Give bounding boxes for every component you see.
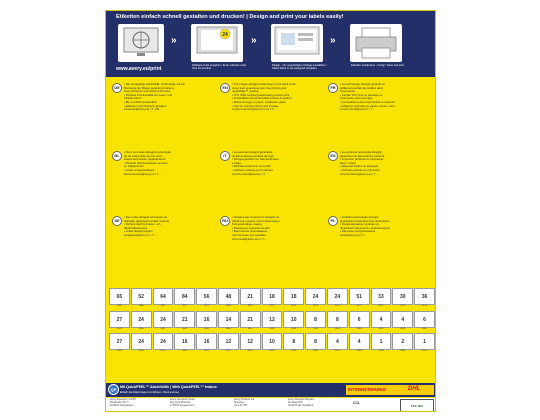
product-code: 3426: [313, 350, 318, 353]
lang-badge: NL: [112, 151, 122, 161]
lang-text: • Die einzigartige QuickPEEL Technologie auf der Rückseite der Bögen garantiert problem- loses Abziehen und sicheres Drucken • Perfekte Druckqualität auf Laser- und Inkjetdruckern • Bis zu 100% verwendbar • Etiketten nach Wunsch gestalten kostenlos@avery.de | T: +49 ...: [124, 82, 186, 112]
label-count: 16: [196, 333, 217, 350]
product-item: [283, 288, 304, 308]
design-monitor-icon: [271, 24, 323, 62]
label-count: 4: [327, 333, 348, 350]
label-count: 24: [131, 311, 152, 328]
lang-block-es: [328, 150, 432, 176]
label-count: 21: [174, 311, 195, 328]
product-item: [196, 288, 217, 308]
product-code: 3478: [378, 350, 384, 353]
label-count: 21: [240, 311, 261, 328]
label-count: 12: [218, 333, 239, 350]
product-code: 3673: [313, 305, 318, 307]
globe-monitor-icon: [118, 24, 164, 62]
product-item: [109, 311, 130, 331]
product-code: 3652: [247, 327, 253, 330]
label-count: 10: [262, 333, 283, 350]
product-code: 3677: [400, 305, 406, 307]
product-code: 3421: [204, 350, 210, 353]
address-col: Avery Products Ltd Knowsley UK L33 7XD: [234, 398, 255, 407]
product-code: 3661: [422, 327, 427, 330]
product-item: [218, 288, 239, 308]
label-count: 64: [153, 288, 174, 305]
lang-block-nl: [112, 150, 216, 176]
lang-block-fr: [328, 82, 432, 112]
product-grid: [109, 288, 435, 356]
product-item: [262, 288, 283, 308]
label-count: 21: [240, 288, 261, 305]
product-item: [174, 288, 195, 308]
lang-text: • La speciale ultragrip garantisce un'alimentazione perfetta dei fogli • Stampa perfetta con stampanti laser e inkjet • Etichette facilmente removibili • Software gratuito per la stampa servizio.clienti@avery.it | T: ...: [232, 150, 279, 176]
chevron-right-icon: »: [171, 35, 177, 46]
product-item: [240, 311, 261, 331]
lang-block-ru: [220, 215, 324, 241]
label-count: 48: [218, 288, 239, 305]
label-count: 30: [392, 288, 413, 305]
product-item: [131, 333, 152, 353]
product-item: [240, 333, 261, 353]
product-code: 3674: [334, 305, 340, 307]
product-item: [414, 288, 435, 308]
label-count: 27: [109, 311, 130, 328]
product-code: 3678: [422, 305, 427, 307]
quickpeel-logo-icon: QP: [108, 384, 119, 395]
label-count: 18: [262, 288, 283, 305]
internetmarke-dhl-logo: [346, 385, 434, 395]
product-item: [240, 288, 261, 308]
product-item: [153, 311, 174, 331]
label-count: 8: [305, 333, 326, 350]
lang-block-se: [112, 215, 216, 237]
product-item: [283, 333, 304, 353]
product-code: 3665: [182, 350, 188, 353]
product-code: 3663: [138, 350, 144, 353]
product-row: [109, 288, 435, 308]
label-count: 24: [153, 333, 174, 350]
product-code: 3666: [116, 305, 122, 307]
banner-title: Mit QuickPEEL™ Abziehhilfe | With QuickPEEL™ feature: [120, 385, 217, 389]
lang-block-pl: [328, 215, 432, 237]
product-item: [131, 288, 152, 308]
product-item: [109, 333, 130, 353]
lang-text: • The unique ultragrip technology on the back of the sheet feed guarantees jam-free printing and quickPEEL™ peeling • TÜV SÜD certified guaranteeing perfect print • Compatible with all standard printers & copiers • Sticks strongly on paper, cardboard, glass • Tips for optimal printing and storage customerservice@avery.co.uk | T: ...: [232, 82, 296, 112]
lang-block-de: [112, 82, 216, 112]
chevron-right-icon: »: [251, 35, 257, 46]
chevron-right-icon: »: [330, 35, 336, 46]
label-count: 65: [109, 288, 130, 305]
step-4-caption: Etiketten ausdrucken - Fertig! / Save and print: [351, 64, 404, 67]
label-count: 8: [305, 311, 326, 328]
label-count: 24: [131, 333, 152, 350]
product-code-icon: [191, 24, 243, 62]
product-code: 3662: [116, 350, 122, 353]
product-item: [414, 333, 435, 353]
product-item: [392, 333, 413, 353]
product-code: 3668: [138, 305, 144, 307]
product-item: [131, 311, 152, 331]
product-code: 3427: [334, 350, 340, 353]
product-item: [283, 311, 304, 331]
label-count: 52: [131, 288, 152, 305]
label-count: 6: [414, 311, 435, 328]
product-code: 3653: [269, 327, 275, 330]
lang-text: • Door de unieke ultragrip technologie op de achterzijde van het vel is soepel doorvoeren gegarandeerd • Perfecte afdrukresultaten op laser- en inkjetprinters • Gratis ontwerpsoftware klantenservice@avery.nl | T: ...: [124, 150, 171, 176]
product-item: [327, 288, 348, 308]
label-count: 1: [414, 333, 435, 350]
product-row: [109, 311, 435, 331]
product-code: 3670: [247, 305, 253, 307]
lang-badge: IT: [220, 151, 230, 161]
product-item: [109, 288, 130, 308]
product-code: 3422: [225, 350, 231, 353]
product-code: 3483: [356, 350, 362, 353]
product-item: [305, 288, 326, 308]
product-item: [327, 311, 348, 331]
product-item: [327, 333, 348, 353]
lang-badge: RU: [220, 216, 230, 226]
label-count: 1: [371, 333, 392, 350]
label-count: 12: [240, 333, 261, 350]
lang-block-en: [220, 82, 324, 112]
label-count: 84: [174, 288, 195, 305]
product-code: 3684: [225, 327, 231, 330]
label-count: 4: [349, 333, 370, 350]
product-code: 3658: [356, 327, 362, 330]
design-print-header: [106, 11, 436, 77]
label-count: 6: [349, 311, 370, 328]
product-item: [371, 311, 392, 331]
dhl-logo-icon: DHL: [408, 386, 421, 392]
label-count: 27: [109, 333, 130, 350]
product-item: [196, 333, 217, 353]
product-code: 3671: [269, 305, 275, 307]
product-code: 3484: [400, 350, 406, 353]
product-code: 3475: [422, 350, 427, 353]
product-code: 3675: [356, 305, 362, 307]
avery-print-url[interactable]: www.avery.eu/print: [116, 66, 162, 72]
lang-badge: EN: [220, 83, 230, 93]
product-item: [371, 288, 392, 308]
footer-addresses: [106, 398, 436, 412]
label-sheet-packaging: [105, 10, 436, 412]
product-code: 3683: [204, 327, 210, 330]
product-code: 3679: [116, 327, 122, 330]
product-item: [371, 333, 392, 353]
product-code: 3667: [160, 305, 166, 307]
lang-badge: DE: [112, 83, 122, 93]
label-count: 24: [153, 311, 174, 328]
label-count: 10: [283, 311, 304, 328]
label-count: 4: [371, 311, 392, 328]
lang-text: • Den unika ultragrip-teknologin på baksidan garanterar perfekt matning • Perfekt utskrift på laser- och bläckstråleskrivare • Gratis designprogram kundtjanst@avery.se | T: ...: [124, 215, 169, 237]
product-code: 3654: [291, 327, 297, 330]
label-count: 14: [218, 311, 239, 328]
label-count: 56: [196, 288, 217, 305]
product-item: [262, 333, 283, 353]
internetmarke-label: INTERNETMARKE: [348, 387, 387, 392]
label-count: 24: [327, 288, 348, 305]
lang-badge: SE: [112, 216, 122, 226]
product-code: 3676: [378, 305, 384, 307]
product-item: [218, 333, 239, 353]
lang-text: • Unikalna technologia ultragrip gwarantuje bezproblemowe drukowanie • Doskonała jakość wydruku na drukarkach laserowych i atramentowych • Darmowe oprogramowanie serwis@avery.pl | T: ...: [340, 215, 390, 237]
product-item: [349, 333, 370, 353]
ccl-logo-icon: CCL: [353, 401, 361, 405]
product-code: 3672: [291, 305, 297, 307]
label-count: 36: [414, 288, 435, 305]
lang-badge: ES: [328, 151, 338, 161]
product-item: [153, 288, 174, 308]
product-code: 3664: [160, 350, 166, 353]
svg-text:24: 24: [222, 32, 228, 38]
product-row: [109, 333, 435, 353]
fsc-logo-icon: FSC MIX: [400, 399, 434, 412]
product-code: 3424: [269, 350, 275, 353]
label-count: 51: [349, 288, 370, 305]
product-code: 3660: [400, 327, 406, 330]
product-code: 3680: [138, 327, 144, 330]
product-item: [305, 333, 326, 353]
product-item: [349, 311, 370, 331]
label-count: 18: [283, 288, 304, 305]
product-code: 3669: [225, 305, 231, 307]
product-item: [392, 288, 413, 308]
product-code: 3655: [313, 327, 318, 330]
step-product-code: [191, 24, 243, 62]
header-title: Etiketten einfach schnell gestalten und drucken! | Design and print your labels easily!: [116, 14, 344, 20]
label-count: 2: [392, 333, 413, 350]
label-count: 12: [262, 311, 283, 328]
product-item: [414, 311, 435, 331]
product-item: [262, 311, 283, 331]
product-item: [196, 311, 217, 331]
step-printer: [350, 24, 402, 62]
address-col: Avery Dennison France Rue de la Bretèche F-78150 Rocquencourt: [170, 398, 195, 407]
product-item: [349, 288, 370, 308]
address-col: Avery Dennison Benelux Kruisweg 829 NL-2132 NG Hoofddorp: [288, 398, 315, 407]
label-count: 24: [305, 288, 326, 305]
product-code: 3682: [182, 327, 188, 330]
product-code: 3651: [204, 305, 210, 307]
step-3-caption: Design - mit vorgefertigten Vorlage auswählen / Select blank or pre-designed templates: [272, 64, 327, 70]
product-item: [153, 333, 174, 353]
label-count: 4: [392, 311, 413, 328]
lang-text: • La technologie ultragrip garantit un défilement parfait des feuilles dans l'imprimante • Certifié TÜV pour un passage en imprimante sans bourrage • Compatible toutes imprimantes et copieurs • Adhésion optimale sur papier, carton, verre service.client@avery.fr | T: ...: [340, 82, 395, 112]
product-item: [392, 311, 413, 331]
step-globe-monitor: [118, 24, 164, 62]
product-code: 3656: [334, 327, 340, 330]
address-col: Avery Zweckform GmbH Miesbacher Str. 5 D-83626 Oberlaindern: [110, 398, 136, 407]
lang-text: • La exclusiva tecnología ultragrip garantiza una alimentación perfecta • Impresión perfecta en impresoras láser e inkjet • Etiquetas fáciles de despegar • Software gratuito de impresión servicio.cliente@avery.es | T: ...: [340, 150, 385, 176]
product-code: 3659: [378, 327, 384, 330]
lang-badge: FR: [328, 83, 338, 93]
lang-text: • Уникальная технология ultragrip на обратной стороне листа гарантирует бесперебойную подачу • Идеальное качество печати • Бесплатное программное обеспечение для дизайна info-russia@avery.com | T: ...: [232, 215, 280, 241]
product-item: [305, 311, 326, 331]
product-item: [174, 311, 195, 331]
label-count: 8: [327, 311, 348, 328]
label-count: 8: [283, 333, 304, 350]
label-count: 33: [371, 288, 392, 305]
product-code: 3425: [291, 350, 297, 353]
product-code: 3681: [160, 327, 166, 330]
lang-block-it: [220, 150, 324, 176]
product-item: [174, 333, 195, 353]
quickpeel-banner: [106, 383, 436, 397]
step-design-monitor: [271, 24, 323, 62]
banner-subtitle: Einfach das Etikett biegen und ablösen - Bend and peel: [120, 391, 179, 394]
product-code: 3657: [182, 305, 188, 307]
label-count: 16: [174, 333, 195, 350]
product-item: [218, 311, 239, 331]
printer-icon: [350, 24, 402, 62]
lang-badge: PL: [328, 216, 338, 226]
product-code: 3423: [247, 350, 253, 353]
step-2-caption: Software-Code eingeben / Enter software code from the product: [192, 64, 246, 70]
label-count: 16: [196, 311, 217, 328]
